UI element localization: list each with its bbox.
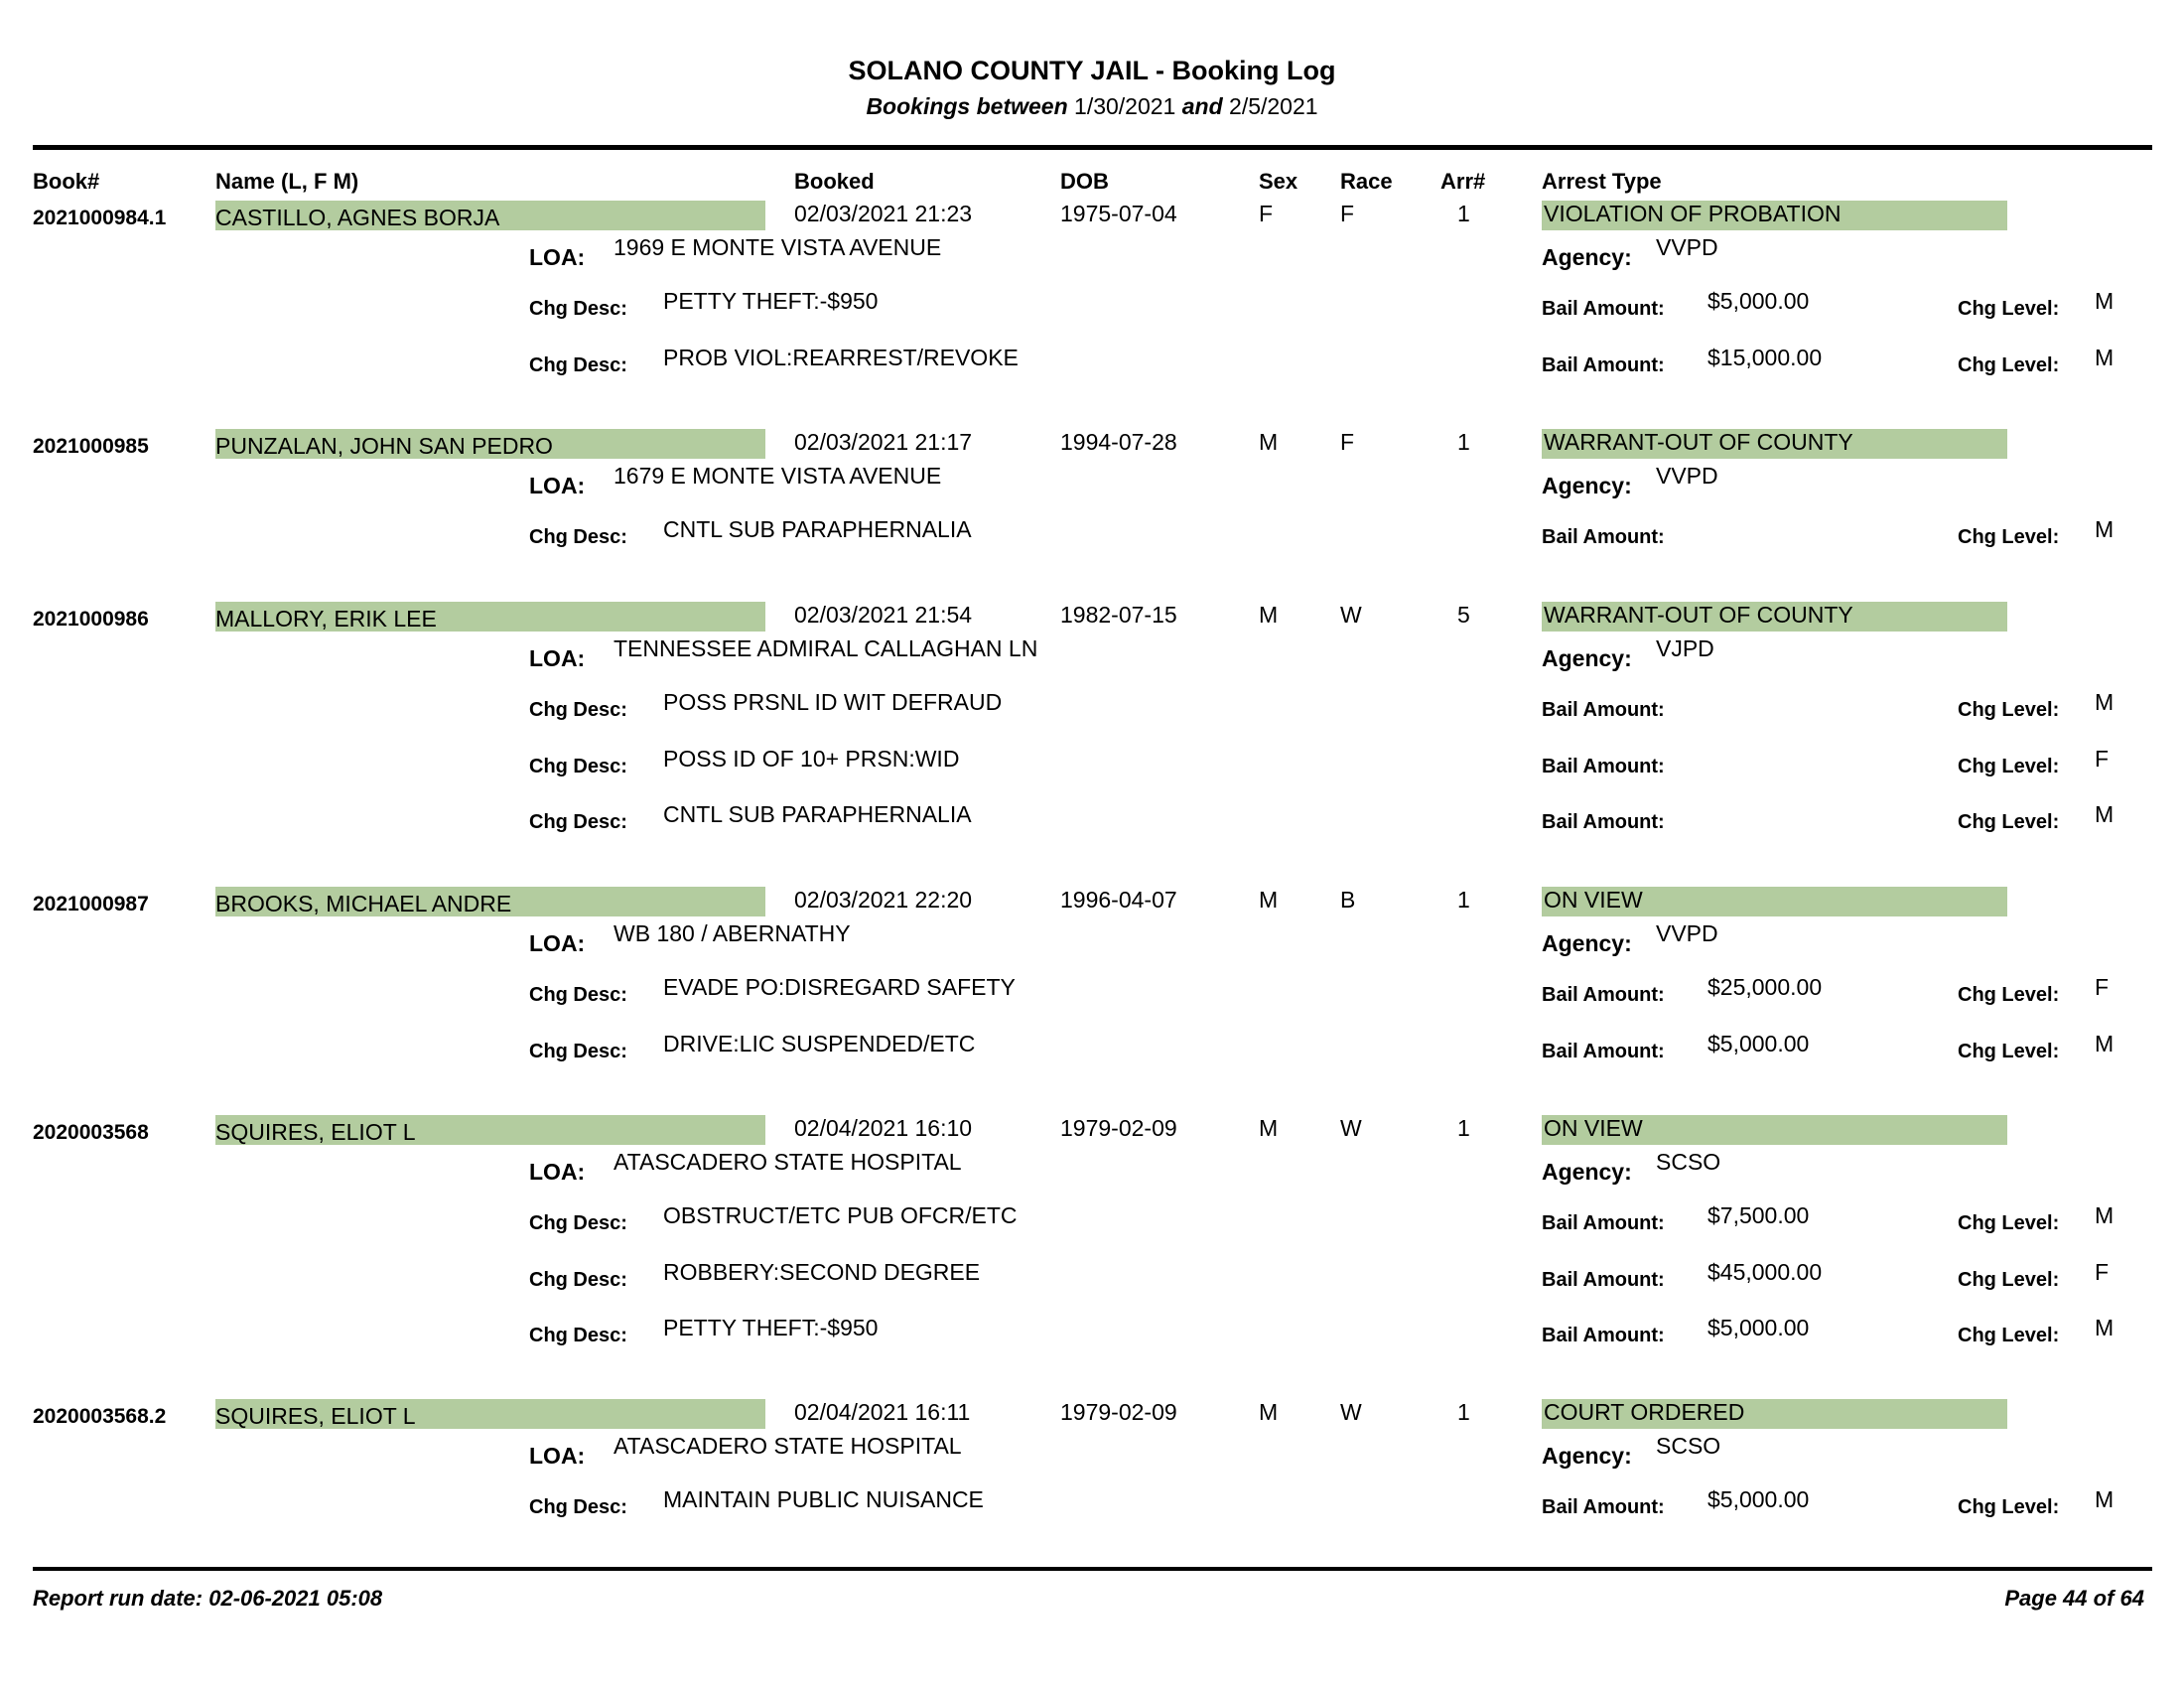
arrest-number: 1 bbox=[1457, 1115, 1470, 1141]
arrest-type: ON VIEW bbox=[1544, 887, 1643, 913]
chg-level-value: M bbox=[2095, 1315, 2115, 1340]
loa-value: TENNESSEE ADMIRAL CALLAGHAN LN bbox=[614, 635, 1038, 661]
chg-level-label: Chg Level: bbox=[1958, 1041, 2060, 1062]
chg-desc-value: POSS ID OF 10+ PRSN:WID bbox=[663, 746, 960, 772]
chg-level-label: Chg Level: bbox=[1958, 811, 2060, 833]
chg-desc-label: Chg Desc: bbox=[529, 354, 627, 376]
dob: 1975-07-04 bbox=[1060, 201, 1177, 226]
inmate-name: PUNZALAN, JOHN SAN PEDRO bbox=[215, 433, 553, 459]
bail-amount-label: Bail Amount: bbox=[1542, 298, 1665, 320]
bail-amount-label: Bail Amount: bbox=[1542, 354, 1665, 376]
chg-level-value: M bbox=[2095, 345, 2115, 370]
agency-label: Agency: bbox=[1542, 473, 1632, 498]
chg-level-label: Chg Level: bbox=[1958, 1496, 2060, 1518]
loa-label: LOA: bbox=[529, 244, 586, 270]
chg-level-label: Chg Level: bbox=[1958, 984, 2060, 1006]
chg-level-label: Chg Level: bbox=[1958, 1325, 2060, 1346]
chg-desc-label: Chg Desc: bbox=[529, 811, 627, 833]
agency-value: VVPD bbox=[1656, 920, 1718, 946]
chg-desc-value: PETTY THEFT:-$950 bbox=[663, 1315, 879, 1340]
bail-amount-value: $45,000.00 bbox=[1707, 1259, 1823, 1285]
agency-label: Agency: bbox=[1542, 645, 1632, 671]
chg-level-label: Chg Level: bbox=[1958, 298, 2060, 320]
bail-amount-label: Bail Amount: bbox=[1542, 756, 1665, 777]
col-header-book: Book# bbox=[33, 169, 100, 194]
bail-amount-value: $5,000.00 bbox=[1707, 1031, 1810, 1056]
chg-desc-label: Chg Desc: bbox=[529, 526, 627, 548]
agency-label: Agency: bbox=[1542, 1443, 1632, 1469]
book-number: 2021000984.1 bbox=[33, 207, 167, 229]
chg-level-value: M bbox=[2095, 1486, 2115, 1512]
agency-value: SCSO bbox=[1656, 1149, 1721, 1175]
chg-desc-value: OBSTRUCT/ETC PUB OFCR/ETC bbox=[663, 1202, 1018, 1228]
arrest-type: VIOLATION OF PROBATION bbox=[1544, 201, 1842, 226]
inmate-name: MALLORY, ERIK LEE bbox=[215, 606, 437, 632]
bail-amount-value: $5,000.00 bbox=[1707, 1315, 1810, 1340]
loa-value: ATASCADERO STATE HOSPITAL bbox=[614, 1149, 962, 1175]
chg-desc-value: EVADE PO:DISREGARD SAFETY bbox=[663, 974, 1016, 1000]
arrest-number: 1 bbox=[1457, 1399, 1470, 1425]
chg-desc-value: CNTL SUB PARAPHERNALIA bbox=[663, 516, 972, 542]
col-header-race: Race bbox=[1340, 169, 1393, 194]
chg-level-value: F bbox=[2095, 1259, 2110, 1285]
chg-desc-label: Chg Desc: bbox=[529, 756, 627, 777]
agency-label: Agency: bbox=[1542, 244, 1632, 270]
chg-level-value: M bbox=[2095, 689, 2115, 715]
dob: 1982-07-15 bbox=[1060, 602, 1177, 628]
booked-datetime: 02/03/2021 21:23 bbox=[794, 201, 973, 226]
bail-amount-label: Bail Amount: bbox=[1542, 1212, 1665, 1234]
chg-desc-label: Chg Desc: bbox=[529, 1212, 627, 1234]
race: F bbox=[1340, 429, 1355, 455]
agency-label: Agency: bbox=[1542, 930, 1632, 956]
bail-amount-value: $25,000.00 bbox=[1707, 974, 1823, 1000]
chg-level-value: M bbox=[2095, 516, 2115, 542]
bottom-divider bbox=[33, 1567, 2152, 1571]
loa-value: WB 180 / ABERNATHY bbox=[614, 920, 851, 946]
chg-level-value: M bbox=[2095, 801, 2115, 827]
loa-label: LOA: bbox=[529, 930, 586, 956]
loa-value: 1679 E MONTE VISTA AVENUE bbox=[614, 463, 942, 489]
report-title: SOLANO COUNTY JAIL - Booking Log bbox=[848, 56, 1336, 85]
top-divider bbox=[33, 145, 2152, 150]
arrest-number: 1 bbox=[1457, 887, 1470, 913]
loa-label: LOA: bbox=[529, 1159, 586, 1185]
bail-amount-value: $7,500.00 bbox=[1707, 1202, 1810, 1228]
agency-label: Agency: bbox=[1542, 1159, 1632, 1185]
chg-desc-value: PROB VIOL:REARREST/REVOKE bbox=[663, 345, 1019, 370]
subtitle-prefix: Bookings between bbox=[866, 93, 1068, 119]
start-date: 1/30/2021 bbox=[1074, 93, 1176, 119]
booked-datetime: 02/04/2021 16:10 bbox=[794, 1115, 973, 1141]
col-header-sex: Sex bbox=[1259, 169, 1298, 194]
sex: M bbox=[1259, 602, 1279, 628]
booked-datetime: 02/04/2021 16:11 bbox=[794, 1399, 971, 1425]
sex: F bbox=[1259, 201, 1274, 226]
chg-desc-value: MAINTAIN PUBLIC NUISANCE bbox=[663, 1486, 984, 1512]
chg-desc-value: PETTY THEFT:-$950 bbox=[663, 288, 879, 314]
col-header-booked: Booked bbox=[794, 169, 875, 194]
col-header-dob: DOB bbox=[1060, 169, 1109, 194]
bail-amount-value: $15,000.00 bbox=[1707, 345, 1823, 370]
booked-datetime: 02/03/2021 21:54 bbox=[794, 602, 973, 628]
chg-desc-label: Chg Desc: bbox=[529, 699, 627, 721]
race: W bbox=[1340, 1115, 1362, 1141]
race: B bbox=[1340, 887, 1356, 913]
chg-desc-label: Chg Desc: bbox=[529, 1496, 627, 1518]
arrest-type: WARRANT-OUT OF COUNTY bbox=[1544, 602, 1853, 628]
arrest-type: COURT ORDERED bbox=[1544, 1399, 1745, 1425]
chg-desc-label: Chg Desc: bbox=[529, 1269, 627, 1291]
bail-amount-label: Bail Amount: bbox=[1542, 1269, 1665, 1291]
chg-desc-value: ROBBERY:SECOND DEGREE bbox=[663, 1259, 981, 1285]
chg-level-value: F bbox=[2095, 974, 2110, 1000]
loa-label: LOA: bbox=[529, 645, 586, 671]
loa-label: LOA: bbox=[529, 1443, 586, 1469]
col-header-name: Name (L, F M) bbox=[215, 169, 359, 194]
chg-desc-value: DRIVE:LIC SUSPENDED/ETC bbox=[663, 1031, 976, 1056]
chg-desc-label: Chg Desc: bbox=[529, 984, 627, 1006]
loa-label: LOA: bbox=[529, 473, 586, 498]
booked-datetime: 02/03/2021 22:20 bbox=[794, 887, 973, 913]
bail-amount-label: Bail Amount: bbox=[1542, 526, 1665, 548]
chg-level-value: M bbox=[2095, 1202, 2115, 1228]
race: W bbox=[1340, 1399, 1362, 1425]
bail-amount-value: $5,000.00 bbox=[1707, 288, 1810, 314]
report-subtitle bbox=[0, 93, 2184, 120]
arrest-type: ON VIEW bbox=[1544, 1115, 1643, 1141]
sex: M bbox=[1259, 429, 1279, 455]
chg-level-value: M bbox=[2095, 288, 2115, 314]
chg-level-label: Chg Level: bbox=[1958, 1212, 2060, 1234]
inmate-name: CASTILLO, AGNES BORJA bbox=[215, 205, 500, 230]
chg-desc-value: CNTL SUB PARAPHERNALIA bbox=[663, 801, 972, 827]
dob: 1979-02-09 bbox=[1060, 1115, 1177, 1141]
bail-amount-label: Bail Amount: bbox=[1542, 1325, 1665, 1346]
arrest-type: WARRANT-OUT OF COUNTY bbox=[1544, 429, 1853, 455]
bail-amount-label: Bail Amount: bbox=[1542, 984, 1665, 1006]
col-header-arrest-type: Arrest Type bbox=[1542, 169, 1662, 194]
chg-level-value: M bbox=[2095, 1031, 2115, 1056]
page-number: Page 44 of 64 bbox=[2004, 1586, 2144, 1611]
agency-value: VJPD bbox=[1656, 635, 1714, 661]
agency-value: SCSO bbox=[1656, 1433, 1721, 1459]
sex: M bbox=[1259, 887, 1279, 913]
book-number: 2021000987 bbox=[33, 893, 149, 915]
race: W bbox=[1340, 602, 1362, 628]
inmate-name: BROOKS, MICHAEL ANDRE bbox=[215, 891, 512, 916]
sex: M bbox=[1259, 1399, 1279, 1425]
chg-desc-value: POSS PRSNL ID WIT DEFRAUD bbox=[663, 689, 1003, 715]
bail-amount-label: Bail Amount: bbox=[1542, 1496, 1665, 1518]
chg-level-value: F bbox=[2095, 746, 2110, 772]
bail-amount-label: Bail Amount: bbox=[1542, 1041, 1665, 1062]
bail-amount-value: $5,000.00 bbox=[1707, 1486, 1810, 1512]
inmate-name: SQUIRES, ELIOT L bbox=[215, 1119, 416, 1145]
chg-desc-label: Chg Desc: bbox=[529, 1325, 627, 1346]
book-number: 2020003568.2 bbox=[33, 1405, 167, 1428]
chg-level-label: Chg Level: bbox=[1958, 526, 2060, 548]
dob: 1979-02-09 bbox=[1060, 1399, 1177, 1425]
sex: M bbox=[1259, 1115, 1279, 1141]
dob: 1996-04-07 bbox=[1060, 887, 1177, 913]
agency-value: VVPD bbox=[1656, 463, 1718, 489]
booked-datetime: 02/03/2021 21:17 bbox=[794, 429, 973, 455]
inmate-name: SQUIRES, ELIOT L bbox=[215, 1403, 416, 1429]
loa-value: 1969 E MONTE VISTA AVENUE bbox=[614, 234, 942, 260]
subtitle-and: and bbox=[1181, 93, 1223, 119]
bail-amount-label: Bail Amount: bbox=[1542, 811, 1665, 833]
chg-level-label: Chg Level: bbox=[1958, 1269, 2060, 1291]
book-number: 2020003568 bbox=[33, 1121, 149, 1144]
book-number: 2021000986 bbox=[33, 608, 149, 631]
agency-value: VVPD bbox=[1656, 234, 1718, 260]
race: F bbox=[1340, 201, 1355, 226]
arrest-number: 5 bbox=[1457, 602, 1470, 628]
chg-level-label: Chg Level: bbox=[1958, 756, 2060, 777]
col-header-arr: Arr# bbox=[1440, 169, 1486, 194]
loa-value: ATASCADERO STATE HOSPITAL bbox=[614, 1433, 962, 1459]
arrest-number: 1 bbox=[1457, 429, 1470, 455]
dob: 1994-07-28 bbox=[1060, 429, 1177, 455]
chg-level-label: Chg Level: bbox=[1958, 354, 2060, 376]
chg-desc-label: Chg Desc: bbox=[529, 298, 627, 320]
chg-desc-label: Chg Desc: bbox=[529, 1041, 627, 1062]
chg-level-label: Chg Level: bbox=[1958, 699, 2060, 721]
book-number: 2021000985 bbox=[33, 435, 149, 458]
bail-amount-label: Bail Amount: bbox=[1542, 699, 1665, 721]
arrest-number: 1 bbox=[1457, 201, 1470, 226]
report-run-date: Report run date: 02-06-2021 05:08 bbox=[33, 1586, 383, 1611]
end-date: 2/5/2021 bbox=[1229, 93, 1318, 119]
